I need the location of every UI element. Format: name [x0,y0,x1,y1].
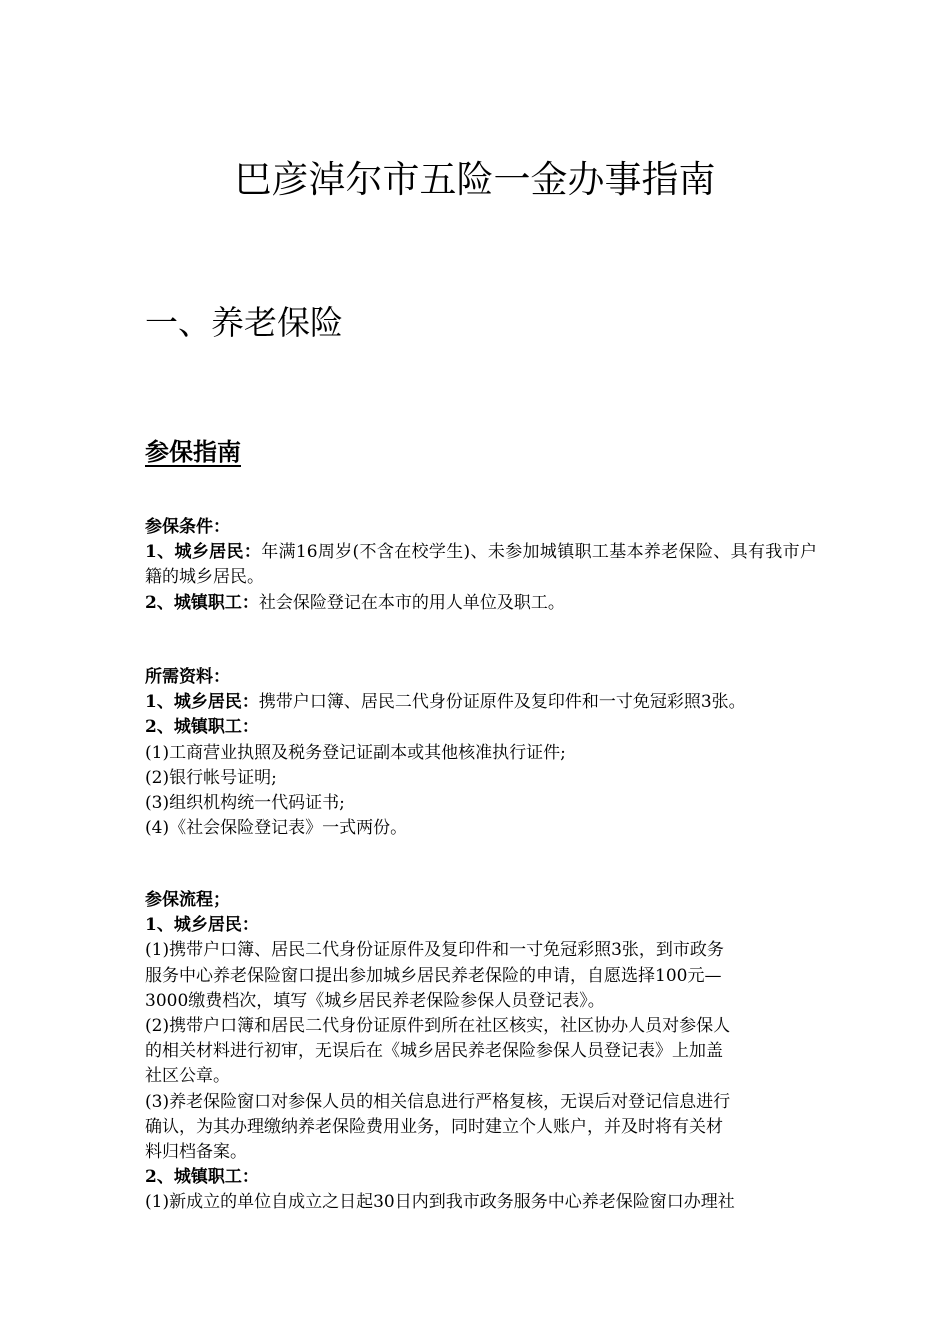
process-label: 2、城镇职工： [145,1167,259,1188]
process-heading: 参保流程； [145,890,230,910]
process-line: 料归档备案。 [145,1142,247,1163]
condition-text: 年满16周岁(不含在校学生)、未参加城镇职工基本养老保险、具有我市户籍的城乡居民。 [145,542,817,588]
process-line: 确认，为其办理缴纳养老保险费用业务，同时建立个人账户，并及时将有关材 [145,1116,723,1137]
process-line: 3000缴费档次，填写《城乡居民养老保险参保人员登记表》。 [145,990,605,1011]
condition-text: 社会保险登记在本市的用人单位及职工。 [258,592,565,613]
document-title: 巴彦淖尔市五险一金办事指南 [234,158,716,201]
material-text: 携带户口簿、居民二代身份证原件及复印件和一寸免冠彩照3张。 [258,692,746,713]
conditions-heading: 参保条件： [145,517,230,537]
process-label: 1、城乡居民： [145,915,259,936]
subsection-heading: 参保指南 [145,437,241,466]
material-item: (1)工商营业执照及税务登记证副本或其他核准执行证件; [145,742,566,763]
process-line: 的相关材料进行初审，无误后在《城乡居民养老保险参保人员登记表》上加盖 [145,1041,723,1062]
process-line: (1)携带户口簿、居民二代身份证原件及复印件和一寸免冠彩照3张，到市政务 [145,940,724,961]
condition-label: 2、城镇职工： [145,592,259,613]
condition-item [145,540,817,590]
material-label: 2、城镇职工： [145,717,259,738]
process-line: 社区公章。 [145,1066,230,1087]
process-line: 服务中心养老保险窗口提出参加城乡居民养老保险的申请，自愿选择100元— [145,965,722,986]
material-label: 1、城乡居民： [145,692,259,713]
material-item: (4)《社会保险登记表》一式两份。 [145,818,408,839]
section-heading: 一、养老保险 [145,303,343,342]
condition-item [145,591,817,616]
conditions-block [145,515,817,616]
materials-block [145,665,817,841]
process-line: (3)养老保险窗口对参保人员的相关信息进行严格复核，无误后对登记信息进行 [145,1091,731,1112]
material-item [145,690,817,715]
material-item: (2)银行帐号证明; [145,767,277,788]
material-item: (3)组织机构统一代码证书; [145,793,345,814]
process-line: (2)携带户口簿和居民二代身份证原件到所在社区核实，社区协办人员对参保人 [145,1016,731,1037]
process-line: (1)新成立的单位自成立之日起30日内到我市政务服务中心养老保险窗口办理社 [145,1192,735,1213]
process-block [145,888,817,1216]
materials-heading: 所需资料： [145,667,230,687]
condition-label: 1、城乡居民： [145,542,262,563]
